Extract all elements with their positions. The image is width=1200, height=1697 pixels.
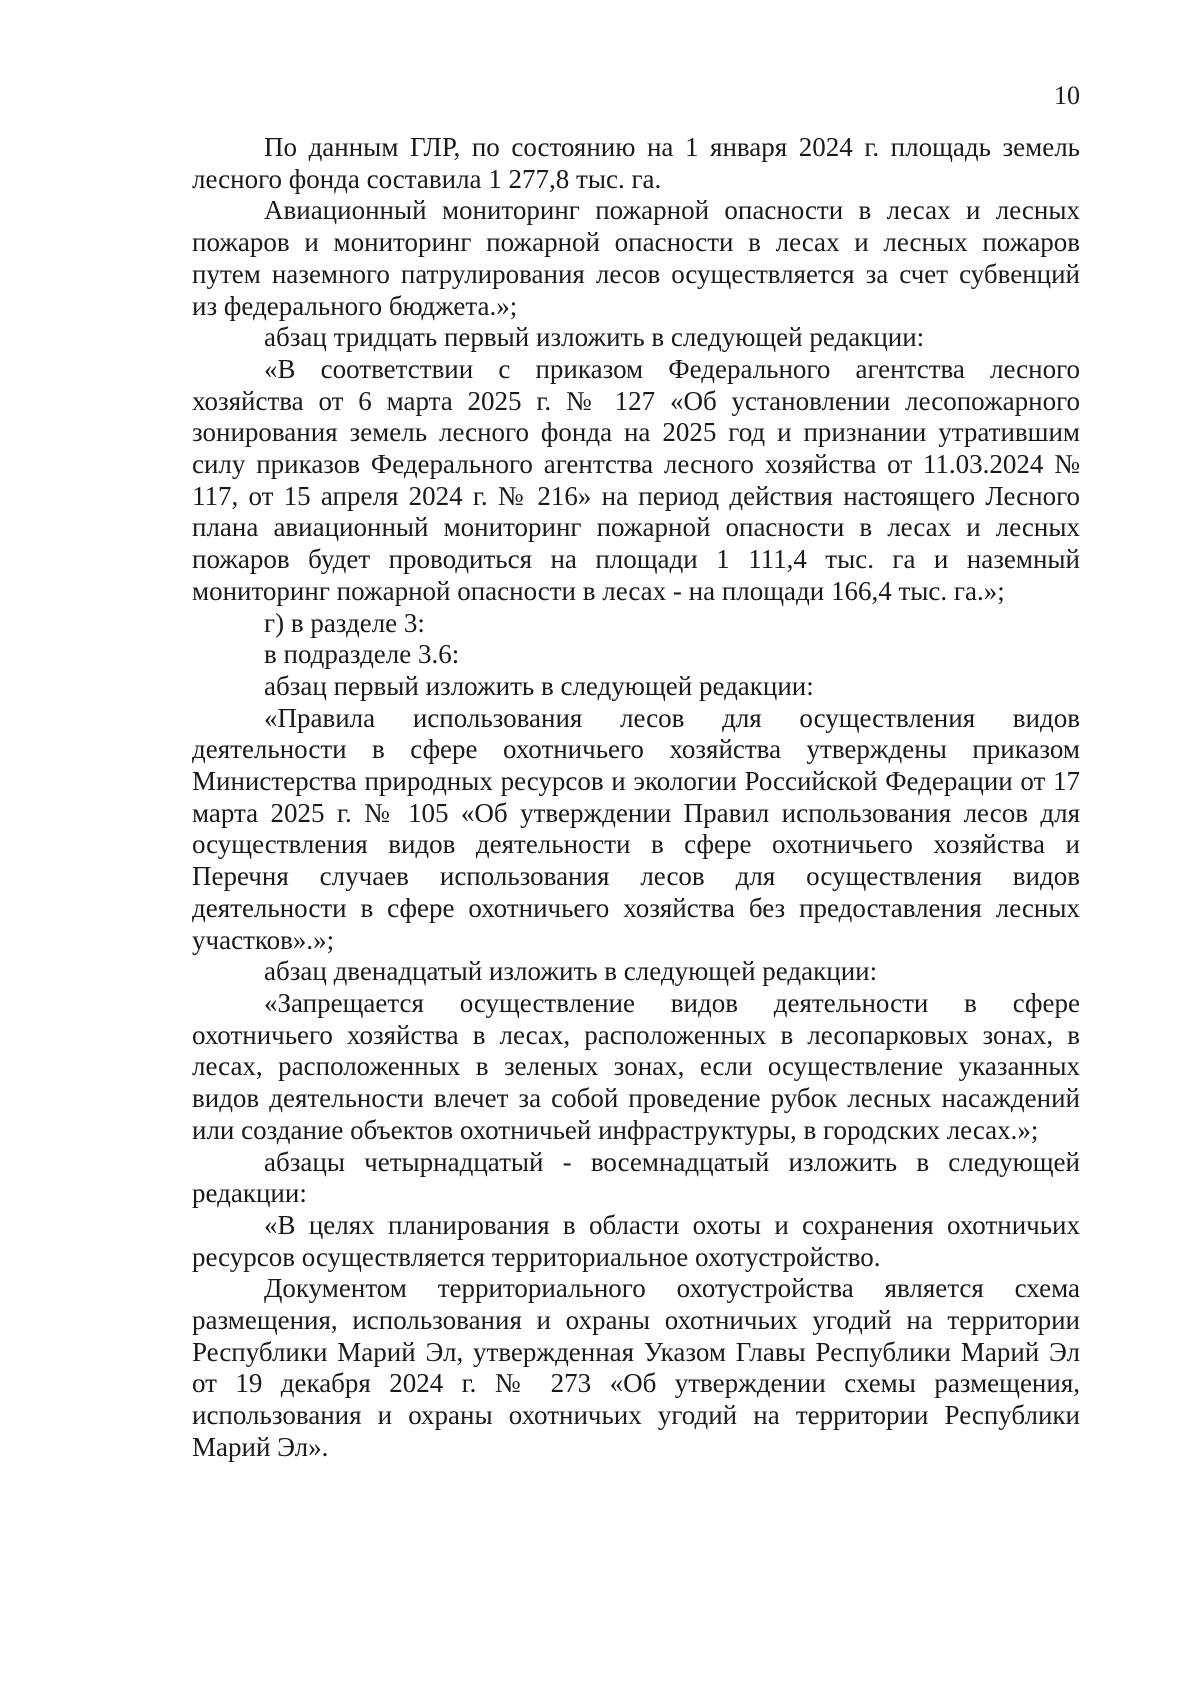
paragraph-instruction-31: абзац тридцать первый изложить в следующей редакции:: [264, 322, 925, 353]
paragraph-hunting-scheme: Документом территориального охотустройства является схема размещения, использования и охраны охотничьих угодий на территории Республики Марий Эл, утвержденная Указом Главы Республики Марий Эл от 19 декабря 2024 г. № 273 «Об утверждении схемы размещения, использования и охраны охотничьих угодий на территории Республики Марий Эл».: [192, 1273, 1080, 1462]
paragraph-forest-fund-area: По данным ГЛР, по состоянию на 1 января 2024 г. площадь земель лесного фонда составила 1 277,8 тыс. га.: [192, 132, 1080, 194]
document-body: [192, 132, 1080, 1464]
paragraph-aviation-monitoring: Авиационный мониторинг пожарной опасности в лесах и лесных пожаров и мониторинг пожарной опасности в лесах и лесных пожаров путем наземного патрулирования лесов осуществляется за счет субвенций из федерального бюджета.»;: [192, 195, 1080, 321]
paragraph-prohibition: «Запрещается осуществление видов деятельности в сфере охотничьего хозяйства в лесах, расположенных в лесопарковых зонах, в лесах, расположенных в зеленых зонах, если осуществление указанных видов деятельности влечет за собой проведение рубок лесных насаждений или создание объектов охотничьей инфраструктуры, в городских лесах.»;: [192, 987, 1080, 1145]
paragraph-fire-zoning-order: «В соответствии с приказом Федерального агентства лесного хозяйства от 6 марта 2025 г. № 127 «Об установлении лесопожарного зонирования земель лесного фонда на 2025 год и признании утратившим силу приказов Федерального агентства лесного хозяйства от 11.03.2024 № 117, от 15 апреля 2024 г. № 216» на период действия настоящего Лесного плана авиационный мониторинг пожарной опасности в лесах и лесных пожаров будет проводиться на площади 1 111,4 тыс. га и наземный мониторинг пожарной опасности в лесах - на площади 166,4 тыс. га.»;: [192, 353, 1080, 606]
paragraph-hunting-rules: «Правила использования лесов для осуществления видов деятельности в сфере охотничьего хозяйства утверждены приказом Министерства природных ресурсов и экологии Российской Федерации от 17 марта 2025 г. № 105 «Об утверждении Правил использования лесов для осуществления видов деятельности в сфере охотничьего хозяйства и Перечня случаев использования лесов для осуществления видов деятельности в сфере охотничьего хозяйства без предоставления лесных участков».»;: [192, 702, 1080, 955]
page-number: 10: [1054, 81, 1080, 110]
paragraph-territorial-planning: «В целях планирования в области охоты и сохранения охотничьих ресурсов осуществляется территориальное охотустройство.: [192, 1209, 1080, 1272]
paragraph-section-3: г) в разделе 3:: [264, 607, 425, 638]
paragraph-instruction-14-18: абзацы четырнадцатый - восемнадцатый изложить в следующей редакции:: [192, 1146, 1080, 1209]
paragraph-instruction-twelfth: абзац двенадцатый изложить в следующей редакции:: [264, 956, 878, 987]
paragraph-subsection-3-6: в подразделе 3.6:: [264, 639, 460, 670]
paragraph-instruction-first: абзац первый изложить в следующей редакции:: [264, 670, 814, 701]
